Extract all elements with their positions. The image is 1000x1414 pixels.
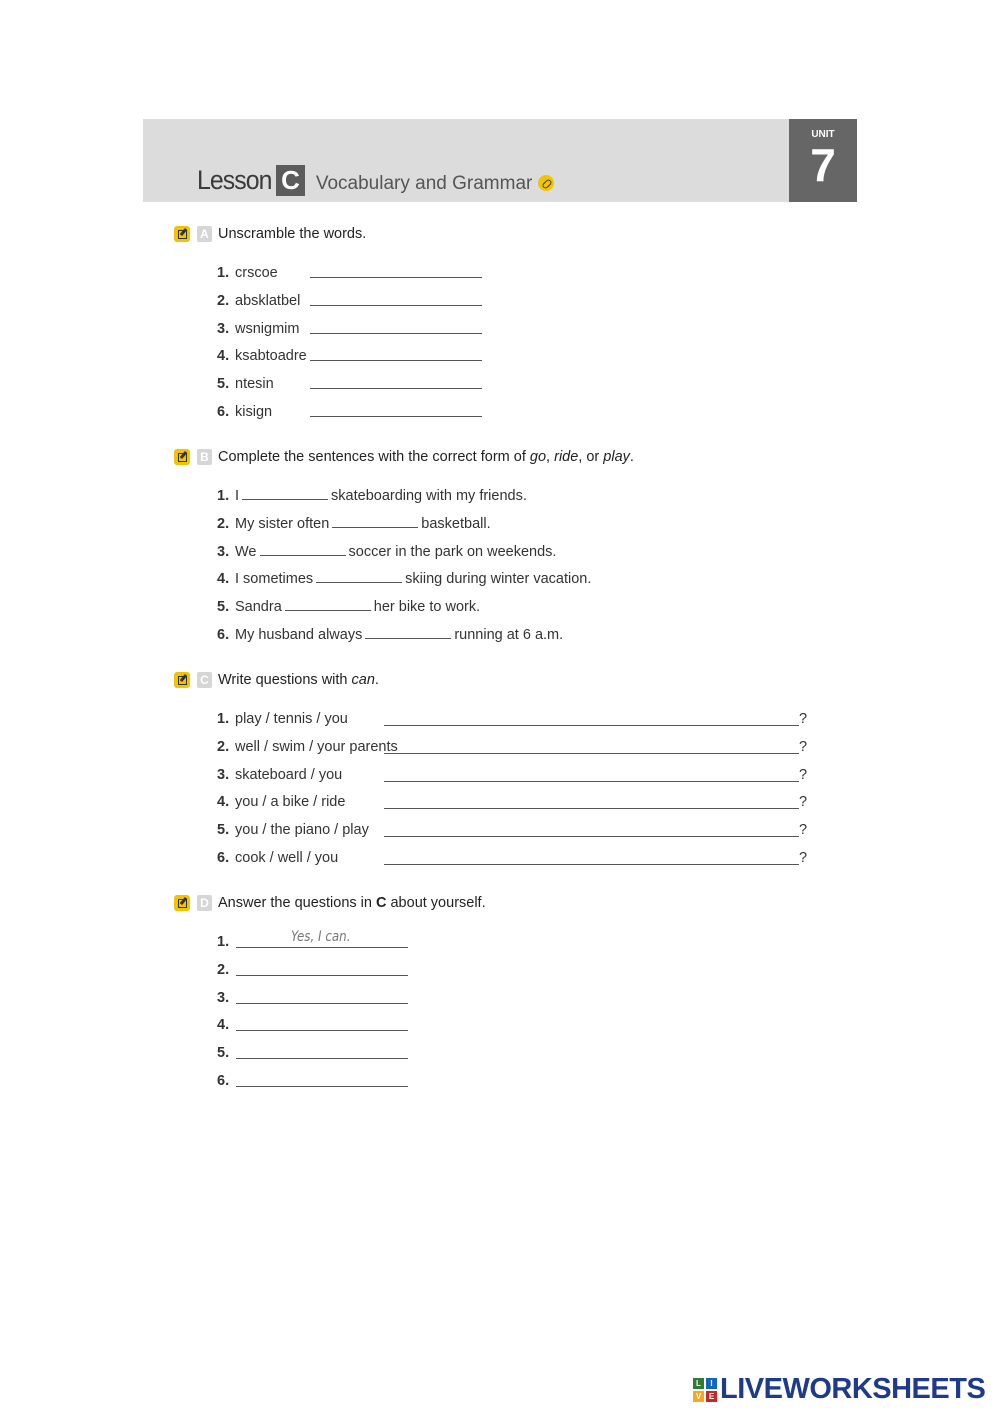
answer-blank[interactable]: [384, 781, 799, 782]
item-number: 1.: [217, 711, 230, 727]
item-number: 4.: [217, 794, 230, 811]
list-item: [217, 1017, 235, 1033]
unit-number: 7: [810, 139, 836, 191]
answer-blank[interactable]: [384, 836, 799, 837]
instruction-text-post: about yourself.: [386, 895, 486, 911]
scrambled-word: wsnigmim: [235, 320, 300, 337]
answer-blank[interactable]: [384, 808, 799, 809]
section-a-instruction: Unscramble the words.: [218, 226, 367, 242]
section-letter: C: [197, 672, 212, 688]
scrambled-word: ntesin: [235, 376, 274, 393]
answer-blank[interactable]: [285, 609, 371, 611]
answer-blank[interactable]: [310, 360, 482, 361]
lesson-letter: C: [276, 165, 305, 196]
item-number: 1.: [217, 265, 230, 281]
item-number: 5.: [217, 1045, 230, 1062]
question-mark: ?: [799, 822, 808, 839]
section-a-heading: [174, 226, 366, 242]
section-letter: D: [197, 895, 212, 911]
answer-blank[interactable]: [365, 637, 451, 639]
list-item: [217, 627, 563, 643]
item-number: 4.: [217, 571, 230, 588]
question-mark: ?: [799, 794, 808, 811]
item-number: 2.: [217, 738, 230, 755]
answer-blank[interactable]: [384, 753, 799, 754]
list-item: [217, 767, 342, 783]
item-number: 2.: [217, 515, 230, 532]
item-number: 6.: [217, 1073, 230, 1089]
sentence-start: My husband always: [235, 627, 363, 643]
item-number: 5.: [217, 822, 230, 839]
list-item: [217, 321, 299, 337]
list-item: [217, 376, 274, 392]
instruction-text: Complete the sentences with the correct form of: [218, 449, 530, 465]
list-item: [217, 1073, 235, 1089]
answer-blank[interactable]: [316, 581, 402, 583]
list-item: [217, 265, 278, 281]
scrambled-word: ksabtoadre: [235, 348, 307, 365]
question-prompt: you / the piano / play: [235, 822, 369, 839]
list-item: [217, 962, 235, 978]
list-item: [217, 544, 556, 560]
comma: ,: [546, 449, 555, 465]
sentence-end: her bike to work.: [373, 599, 481, 616]
answer-blank[interactable]: [236, 1030, 408, 1031]
list-item: [217, 516, 491, 532]
question-prompt: cook / well / you: [235, 850, 339, 866]
link-icon: [538, 175, 554, 191]
answer-blank[interactable]: [384, 864, 799, 865]
word-play: play: [603, 449, 630, 465]
word-or: , or: [578, 449, 604, 465]
section-ref: C: [375, 895, 387, 911]
list-item: [217, 850, 338, 866]
question-mark: ?: [799, 766, 808, 783]
logo-tile: E: [706, 1391, 717, 1402]
logo-tile: V: [693, 1391, 704, 1402]
section-letter: A: [197, 226, 212, 242]
answer-blank[interactable]: [384, 725, 799, 726]
logo-tile: I: [706, 1378, 717, 1389]
liveworksheets-logo-icon: [693, 1378, 717, 1402]
section-d-instruction: [218, 895, 486, 911]
answer-blank[interactable]: [236, 975, 408, 976]
pencil-check-icon: [174, 895, 190, 911]
item-number: 3.: [217, 543, 230, 560]
item-number: 6.: [217, 627, 230, 643]
section-c-instruction: [218, 672, 379, 688]
section-b-heading: [174, 449, 634, 465]
unit-label: UNIT: [811, 129, 835, 140]
list-item: [217, 599, 480, 615]
sentence-start: Sandra: [235, 599, 282, 616]
list-item: [217, 822, 369, 838]
lesson-subtitle: Vocabulary and Grammar: [315, 172, 533, 194]
sentence-end: basketball.: [421, 515, 491, 532]
item-number: 1.: [217, 934, 230, 950]
item-number: 2.: [217, 292, 230, 309]
logo-tile: L: [693, 1378, 704, 1389]
answer-blank[interactable]: [242, 498, 328, 500]
word-ride: ride: [554, 449, 579, 465]
answer-blank[interactable]: [260, 554, 346, 556]
item-number: 5.: [217, 599, 230, 616]
section-c-heading: [174, 672, 379, 688]
instruction-text: Answer the questions in: [218, 895, 376, 911]
answer-blank[interactable]: [236, 1003, 408, 1004]
lesson-title: [197, 165, 554, 196]
period: .: [629, 449, 634, 465]
lesson-word: Lesson: [197, 165, 272, 195]
item-number: 5.: [217, 376, 230, 393]
list-item: [217, 404, 272, 420]
pencil-check-icon: [174, 449, 190, 465]
item-number: 6.: [217, 404, 230, 420]
unit-badge: [789, 119, 857, 202]
sentence-start: I: [235, 488, 240, 504]
item-number: 1.: [217, 488, 230, 504]
sentence-end: running at 6 a.m.: [454, 627, 564, 643]
sentence-end: soccer in the park on weekends.: [348, 543, 557, 560]
brand-name: LIVEWORKSHEETS: [720, 1373, 986, 1405]
item-number: 3.: [217, 766, 230, 783]
answer-blank[interactable]: [310, 388, 482, 389]
list-item: [217, 293, 300, 309]
question-prompt: play / tennis / you: [235, 711, 348, 727]
question-mark: ?: [799, 711, 808, 727]
item-number: 4.: [217, 348, 230, 365]
list-item: [217, 934, 235, 950]
answer-blank[interactable]: [310, 277, 482, 278]
pencil-check-icon: [174, 226, 190, 242]
list-item: [217, 794, 345, 810]
item-number: 2.: [217, 961, 230, 978]
sentence-start: My sister often: [235, 515, 330, 532]
sentence-start: We: [235, 543, 257, 560]
list-item: [217, 1045, 235, 1061]
scrambled-word: crscoe: [235, 265, 278, 281]
liveworksheets-footer: [693, 1373, 985, 1406]
example-answer: Yes, I can.: [291, 929, 351, 945]
question-prompt: you / a bike / ride: [235, 794, 346, 811]
list-item: [217, 571, 591, 587]
list-item: [217, 739, 398, 755]
question-mark: ?: [799, 738, 808, 755]
question-prompt: well / swim / your parents: [235, 738, 398, 755]
sentence-end: skiing during winter vacation.: [405, 571, 592, 588]
lesson-header: [143, 119, 790, 202]
item-number: 6.: [217, 850, 230, 866]
item-number: 3.: [217, 989, 230, 1006]
pencil-check-icon: [174, 672, 190, 688]
list-item: [217, 348, 307, 364]
sentence-start: I sometimes: [235, 571, 314, 588]
answer-blank[interactable]: [236, 1058, 408, 1059]
question-mark: ?: [799, 850, 808, 866]
item-number: 4.: [217, 1017, 230, 1034]
word-can: can: [351, 672, 375, 688]
answer-blank[interactable]: [310, 416, 482, 417]
scrambled-word: absklatbel: [235, 292, 301, 309]
list-item: [217, 488, 527, 504]
word-go: go: [529, 449, 547, 465]
instruction-text: Write questions with: [218, 672, 352, 688]
list-item: [217, 711, 348, 727]
section-d-heading: [174, 895, 486, 911]
scrambled-word: kisign: [235, 404, 273, 420]
list-item: [217, 990, 235, 1006]
item-number: 3.: [217, 320, 230, 337]
question-prompt: skateboard / you: [235, 766, 343, 783]
answer-blank[interactable]: [332, 526, 418, 528]
answer-blank[interactable]: [310, 333, 482, 334]
sentence-end: skateboarding with my friends.: [331, 488, 527, 504]
answer-blank[interactable]: [310, 305, 482, 306]
period: .: [374, 672, 379, 688]
section-letter: B: [197, 449, 212, 465]
answer-blank[interactable]: [236, 947, 408, 948]
section-b-instruction: [218, 449, 634, 465]
answer-blank[interactable]: [236, 1086, 408, 1087]
